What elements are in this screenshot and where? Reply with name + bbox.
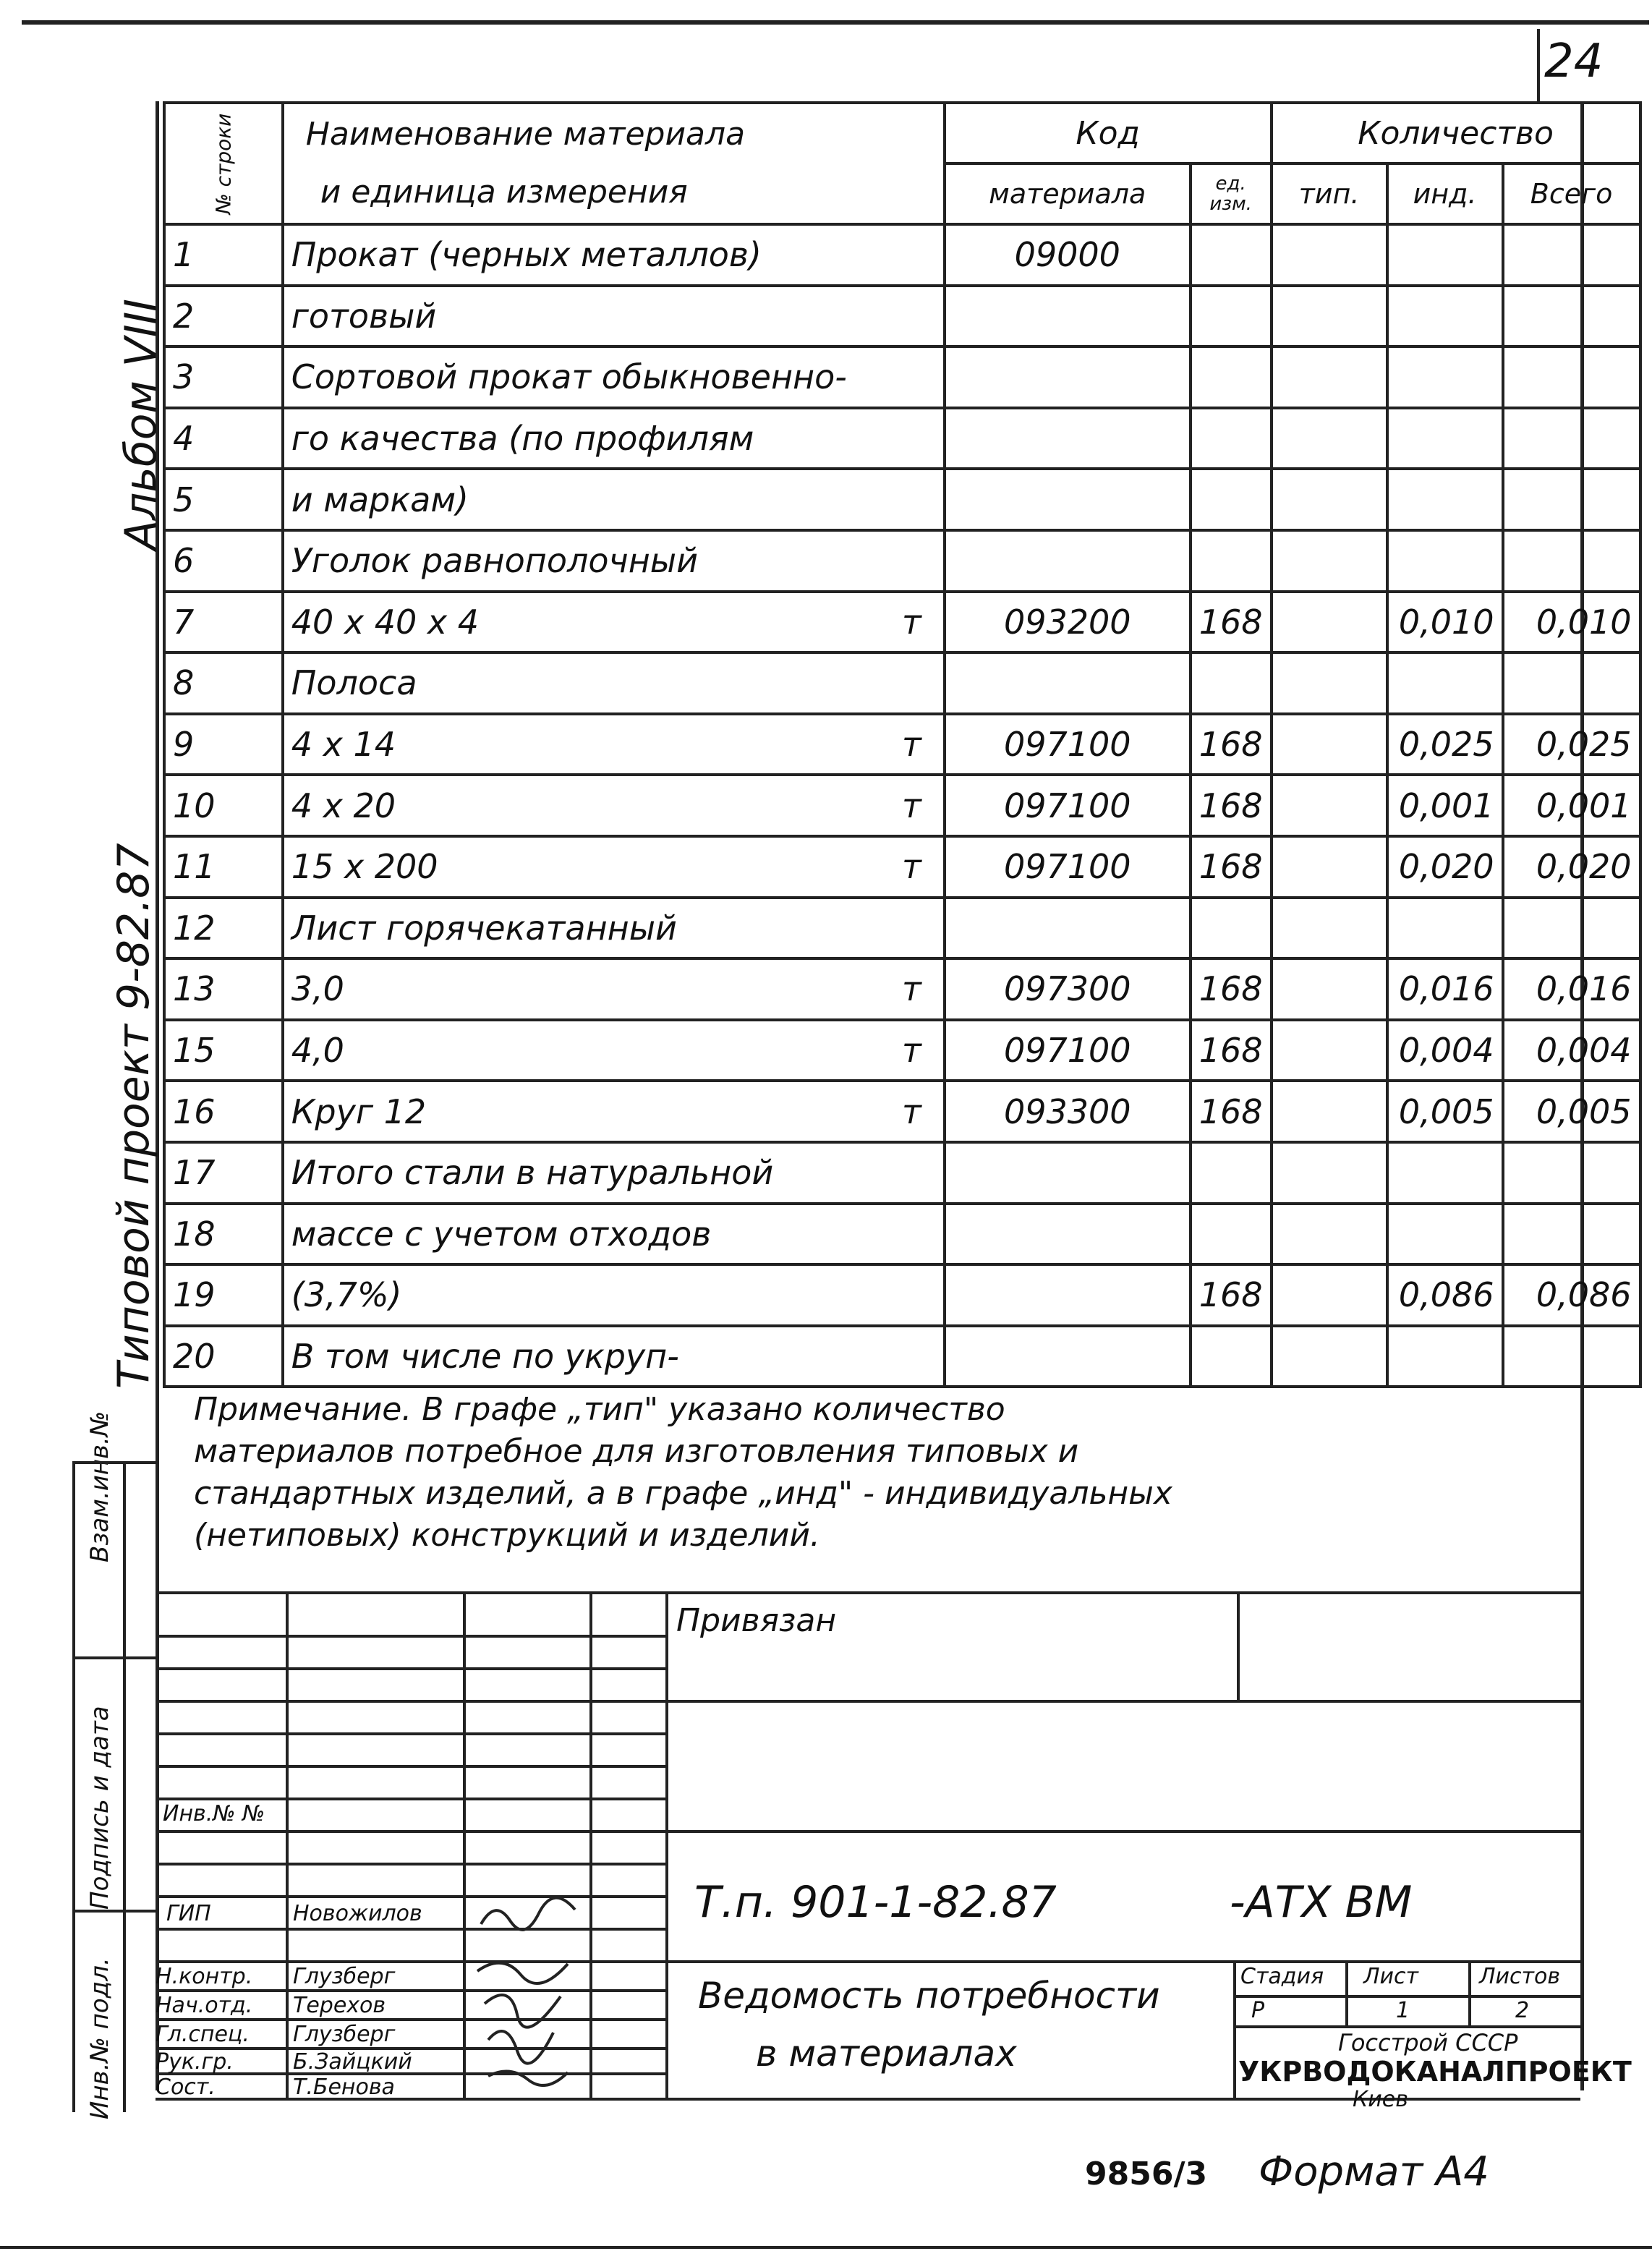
unit-code	[1191, 652, 1272, 714]
table-row	[164, 469, 1640, 530]
table-row	[164, 592, 1640, 653]
material-name: Лист горячекатанный	[283, 898, 945, 959]
material-code	[945, 1326, 1191, 1387]
inv-no-label: Инв.№ №	[163, 1801, 265, 1826]
table-row	[164, 286, 1640, 347]
title-line-2: в материалах	[756, 2033, 1017, 2075]
unit-measure: т	[901, 786, 921, 825]
qty-type	[1272, 652, 1387, 714]
org-line-1: Госстрой СССР	[1338, 2029, 1518, 2056]
material-name: 40 x 40 x 4 т	[283, 592, 945, 653]
qty-ind: 0,020	[1387, 836, 1503, 898]
row-number: 4	[164, 408, 283, 469]
table-row	[164, 1142, 1640, 1204]
table-row	[164, 1020, 1640, 1081]
bottom-border	[0, 2246, 1652, 2249]
row-number: 19	[164, 1264, 283, 1326]
table-row	[164, 836, 1640, 898]
material-code: 097100	[945, 775, 1191, 836]
qty-ind	[1387, 408, 1503, 469]
qty-type	[1272, 286, 1387, 347]
code-group-header: Код	[945, 103, 1272, 163]
material-name: 4 x 14 т	[283, 714, 945, 775]
table-row	[164, 1204, 1640, 1265]
header-row-1	[164, 103, 1640, 163]
inv-podl-label: Инв.№ подл.	[85, 1957, 114, 2119]
role-name: Т.Бенова	[293, 2075, 395, 2100]
sheets-label: Листов	[1479, 1964, 1561, 1989]
qty-type	[1272, 1204, 1387, 1265]
col-name-header: Наименование материала и единица измерения	[283, 103, 945, 224]
qty-total	[1503, 1326, 1640, 1387]
table-row	[164, 1326, 1640, 1387]
row-number: 17	[164, 1142, 283, 1204]
side-strip-outer	[72, 1461, 75, 2112]
qty-total	[1503, 224, 1640, 286]
qty-total	[1503, 898, 1640, 959]
unit-code	[1191, 1204, 1272, 1265]
material-name: готовый	[283, 286, 945, 347]
qty-total: 0,005	[1503, 1081, 1640, 1142]
qty-ind	[1387, 530, 1503, 592]
row-number: 3	[164, 346, 283, 408]
material-code	[945, 1264, 1191, 1326]
unit-code	[1191, 346, 1272, 408]
unit-measure: т	[901, 847, 921, 887]
qty-group-header: Количество	[1272, 103, 1640, 163]
row-number: 18	[164, 1204, 283, 1265]
unit-code: 168	[1191, 1020, 1272, 1081]
material-code: 09000	[945, 224, 1191, 286]
top-border	[22, 20, 1649, 25]
signatures-image	[467, 1895, 589, 2098]
row-number: 20	[164, 1326, 283, 1387]
qty-ind: 0,025	[1387, 714, 1503, 775]
qty-total: 0,020	[1503, 836, 1640, 898]
qty-ind	[1387, 1326, 1503, 1387]
table-row	[164, 408, 1640, 469]
project-label: Типовой проект 9-82.87	[108, 843, 159, 1389]
side-strip-line	[123, 1461, 126, 2112]
col-type-header: тип.	[1272, 163, 1387, 224]
table-row	[164, 1264, 1640, 1326]
note-line: стандартных изделий, а в графе „инд" - индивидуальных	[194, 1475, 1172, 1512]
sheet-value: 1	[1396, 1998, 1410, 2023]
org-line-2: УКРВОДОКАНАЛПРОЕКТ	[1238, 2056, 1632, 2088]
side-strip-sep	[72, 1910, 156, 1913]
unit-code: 168	[1191, 958, 1272, 1020]
sheets-value: 2	[1515, 1998, 1530, 2023]
qty-ind	[1387, 1142, 1503, 1204]
qty-ind	[1387, 1204, 1503, 1265]
stage-label: Стадия	[1240, 1964, 1324, 1989]
qty-total	[1503, 469, 1640, 530]
role-name: Терехов	[293, 1993, 386, 2018]
table-row	[164, 714, 1640, 775]
unit-code	[1191, 224, 1272, 286]
unit-code	[1191, 1326, 1272, 1387]
material-code	[945, 652, 1191, 714]
qty-type	[1272, 1326, 1387, 1387]
qty-type	[1272, 836, 1387, 898]
podpis-label: Подпись и дата	[85, 1706, 114, 1910]
material-name: Круг 12 т	[283, 1081, 945, 1142]
qty-type	[1272, 469, 1387, 530]
qty-total: 0,004	[1503, 1020, 1640, 1081]
org-line-3: Киев	[1353, 2087, 1408, 2112]
qty-ind	[1387, 898, 1503, 959]
side-strip-sep	[72, 1656, 156, 1659]
qty-total	[1503, 286, 1640, 347]
material-name: 4 x 20 т	[283, 775, 945, 836]
album-label: Альбом VIII	[116, 299, 166, 550]
table-row	[164, 224, 1640, 286]
material-code: 093200	[945, 592, 1191, 653]
privyazan-label: Привязан	[676, 1602, 837, 1639]
material-name: В том числе по укруп-	[283, 1326, 945, 1387]
side-strip-sep	[72, 1461, 156, 1464]
unit-code	[1191, 898, 1272, 959]
table-row	[164, 958, 1640, 1020]
qty-total	[1503, 408, 1640, 469]
col-code-unit-header: ед. изм.	[1191, 163, 1272, 224]
material-name: Прокат (черных металлов)	[283, 224, 945, 286]
unit-measure: т	[901, 602, 921, 642]
title-line-1: Ведомость потребности	[698, 1975, 1160, 2017]
qty-type	[1272, 408, 1387, 469]
unit-code	[1191, 1142, 1272, 1204]
unit-measure: т	[901, 725, 921, 765]
row-number: 9	[164, 714, 283, 775]
material-code	[945, 530, 1191, 592]
material-code	[945, 408, 1191, 469]
page-number: 24	[1544, 35, 1604, 88]
qty-ind: 0,010	[1387, 592, 1503, 653]
material-name: массе с учетом отходов	[283, 1204, 945, 1265]
material-name: Сортовой прокат обыкновенно-	[283, 346, 945, 408]
material-code	[945, 1204, 1191, 1265]
unit-measure: т	[901, 1031, 921, 1071]
row-number: 13	[164, 958, 283, 1020]
qty-type	[1272, 346, 1387, 408]
sheet-label: Лист	[1363, 1964, 1419, 1989]
qty-total: 0,086	[1503, 1264, 1640, 1326]
unit-code	[1191, 286, 1272, 347]
qty-ind: 0,004	[1387, 1020, 1503, 1081]
table-row	[164, 652, 1640, 714]
qty-type	[1272, 958, 1387, 1020]
row-number: 8	[164, 652, 283, 714]
material-code: 097100	[945, 836, 1191, 898]
table-row	[164, 898, 1640, 959]
qty-type	[1272, 224, 1387, 286]
material-name: 15 x 200 т	[283, 836, 945, 898]
role-label: Нач.отд.	[156, 1993, 253, 2018]
row-number: 11	[164, 836, 283, 898]
col-total-header: Всего	[1503, 163, 1640, 224]
qty-ind	[1387, 286, 1503, 347]
col-ind-header: инд.	[1387, 163, 1503, 224]
qty-total	[1503, 346, 1640, 408]
material-name: 4,0 т	[283, 1020, 945, 1081]
role-label: Н.контр.	[156, 1964, 253, 1989]
unit-code	[1191, 469, 1272, 530]
material-name: Полоса	[283, 652, 945, 714]
material-code	[945, 469, 1191, 530]
qty-type	[1272, 898, 1387, 959]
qty-type	[1272, 1020, 1387, 1081]
vzam-label: Взам.инв.№	[85, 1411, 114, 1562]
qty-type	[1272, 775, 1387, 836]
qty-type	[1272, 1142, 1387, 1204]
material-code	[945, 1142, 1191, 1204]
qty-ind: 0,016	[1387, 958, 1503, 1020]
material-name: (3,7%)	[283, 1264, 945, 1326]
qty-type	[1272, 1081, 1387, 1142]
qty-ind	[1387, 469, 1503, 530]
row-number: 15	[164, 1020, 283, 1081]
material-code	[945, 286, 1191, 347]
qty-ind: 0,001	[1387, 775, 1503, 836]
table-row	[164, 775, 1640, 836]
footer-number: 9856/3	[1085, 2156, 1208, 2192]
qty-total	[1503, 530, 1640, 592]
qty-type	[1272, 1264, 1387, 1326]
col-num-header: № строки	[164, 103, 283, 224]
role-label: ГИП	[166, 1901, 211, 1926]
qty-ind	[1387, 224, 1503, 286]
role-name: Б.Зайцкий	[293, 2049, 412, 2075]
col-code-material-header: материала	[945, 163, 1191, 224]
row-number: 2	[164, 286, 283, 347]
unit-measure: т	[901, 1092, 921, 1131]
unit-measure: т	[901, 969, 921, 1009]
unit-code: 168	[1191, 836, 1272, 898]
materials-table	[163, 101, 1642, 1388]
table-row	[164, 1081, 1640, 1142]
unit-code: 168	[1191, 1264, 1272, 1326]
qty-total: 0,010	[1503, 592, 1640, 653]
note-block	[194, 1389, 1568, 1557]
qty-type	[1272, 714, 1387, 775]
qty-total	[1503, 652, 1640, 714]
footer-format: Формат А4	[1259, 2148, 1489, 2195]
qty-total	[1503, 1142, 1640, 1204]
row-number: 12	[164, 898, 283, 959]
stage-value: Р	[1251, 1998, 1265, 2023]
row-number: 16	[164, 1081, 283, 1142]
note-line: Примечание. В графе „тип" указано количество	[194, 1391, 1005, 1428]
material-code	[945, 346, 1191, 408]
material-name: Итого стали в натуральной	[283, 1142, 945, 1204]
qty-ind: 0,005	[1387, 1081, 1503, 1142]
qty-type	[1272, 530, 1387, 592]
material-code: 093300	[945, 1081, 1191, 1142]
note-line: материалов потребное для изготовления типовых и	[194, 1433, 1079, 1470]
row-number: 7	[164, 592, 283, 653]
material-code: 097100	[945, 1020, 1191, 1081]
role-name: Глузберг	[293, 2022, 396, 2047]
material-name: го качества (по профилям	[283, 408, 945, 469]
row-number: 6	[164, 530, 283, 592]
doc-suffix: -АТХ ВМ	[1230, 1877, 1413, 1928]
doc-code: Т.п. 901-1-82.87	[694, 1877, 1057, 1928]
material-name: 3,0 т	[283, 958, 945, 1020]
role-name: Новожилов	[293, 1901, 422, 1926]
unit-code: 168	[1191, 592, 1272, 653]
material-code: 097100	[945, 714, 1191, 775]
row-number: 5	[164, 469, 283, 530]
qty-ind: 0,086	[1387, 1264, 1503, 1326]
role-label: Сост.	[156, 2075, 216, 2100]
qty-total: 0,016	[1503, 958, 1640, 1020]
qty-ind	[1387, 652, 1503, 714]
role-label: Рук.гр.	[156, 2049, 234, 2075]
material-code	[945, 898, 1191, 959]
unit-code: 168	[1191, 1081, 1272, 1142]
material-name: и маркам)	[283, 469, 945, 530]
material-code: 097300	[945, 958, 1191, 1020]
qty-total: 0,025	[1503, 714, 1640, 775]
row-number: 1	[164, 224, 283, 286]
qty-ind	[1387, 346, 1503, 408]
unit-code: 168	[1191, 714, 1272, 775]
material-name: Уголок равнополочный	[283, 530, 945, 592]
role-label: Гл.спец.	[156, 2022, 250, 2047]
qty-type	[1272, 592, 1387, 653]
table-row	[164, 530, 1640, 592]
row-number: 10	[164, 775, 283, 836]
qty-total: 0,001	[1503, 775, 1640, 836]
unit-code	[1191, 530, 1272, 592]
qty-total	[1503, 1204, 1640, 1265]
note-line: (нетиповых) конструкций и изделий.	[194, 1517, 820, 1554]
unit-code	[1191, 408, 1272, 469]
table-row	[164, 346, 1640, 408]
role-name: Глузберг	[293, 1964, 396, 1989]
unit-code: 168	[1191, 775, 1272, 836]
